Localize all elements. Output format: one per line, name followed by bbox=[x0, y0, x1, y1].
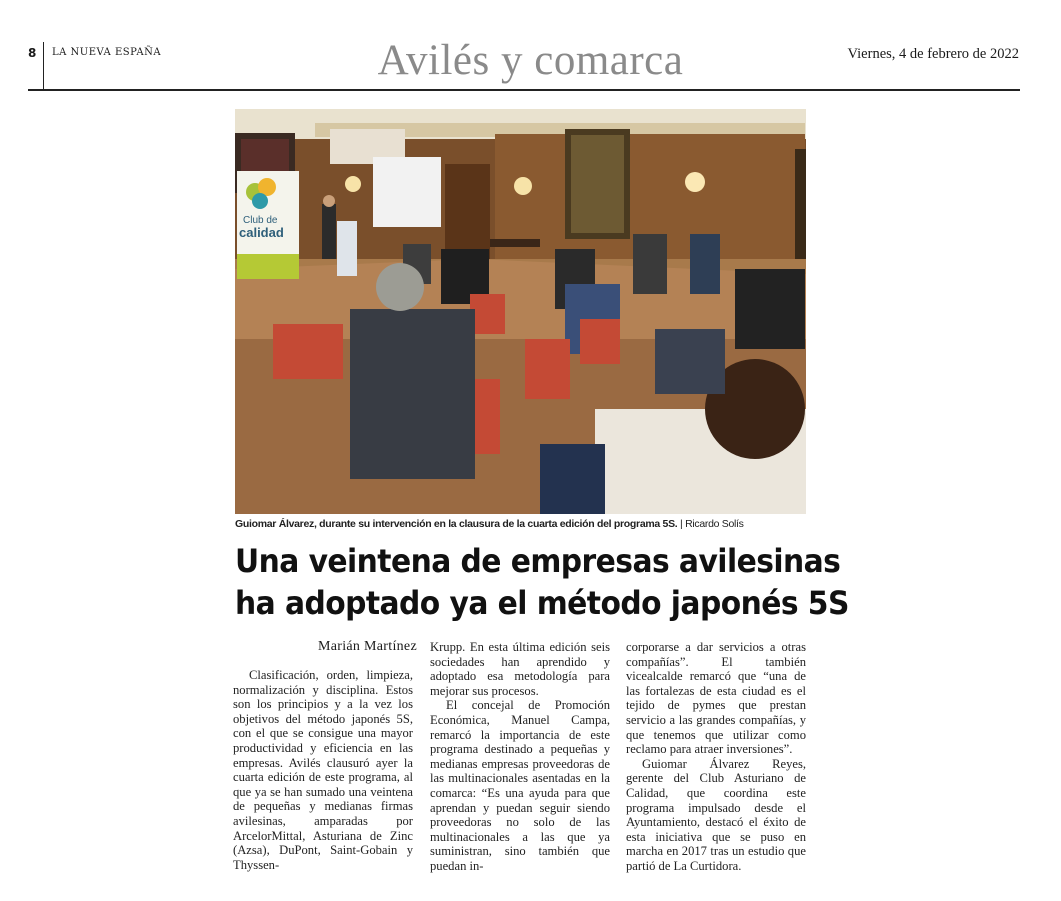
article-photo bbox=[235, 109, 806, 514]
headline-line-1: Una veintena de empresas avilesinas bbox=[235, 542, 841, 580]
page-number: 8 bbox=[28, 46, 37, 60]
paragraph: Krupp. En esta última edición seis sociedades han aprendido y adoptado esa metodología para mejorar sus procesos. bbox=[430, 640, 610, 698]
issue-date: Viernes, 4 de febrero de 2022 bbox=[847, 46, 1019, 62]
paragraph: corporarse a dar servicios a otras compañías”. El también vicealcalde remarcó que “una de las fortalezas de esta ciudad es el tejido de pymes que prestan servicio a las grandes compañías, y que tenemos que utilizar como reclamo para atraer inversiones”. bbox=[626, 640, 806, 757]
newspaper-name: LA NUEVA ESPAÑA bbox=[52, 47, 162, 58]
banner-text-line1: Club de bbox=[243, 215, 278, 226]
section-title: Avilés y comarca bbox=[377, 37, 684, 84]
headline-line-2: ha adoptado ya el método japonés 5S bbox=[235, 584, 849, 622]
header-rule bbox=[28, 89, 1020, 91]
paragraph: Guiomar Álvarez Reyes, gerente del Club Asturiano de Calidad, que coordina este programa impulsado desde el Ayuntamiento, destacó el éxito de esta iniciativa que se puso en marcha en 2017 tras un estudio que partió de La Curtidora. bbox=[626, 756, 806, 873]
paragraph: El concejal de Promoción Económica, Manuel Campa, remarcó la importancia de este programa destinado a pequeñas y medianas empresas proveedoras de las multinacionales asentadas en la comarca: “Es una ayuda para que aprendan y puedan seguir siendo proveedoras no solo de las multinacionales a las que ya suministran, sino también que puedan in- bbox=[430, 698, 610, 873]
caption-text: Guiomar Álvarez, durante su intervención en la clausura de la cuarta edición del programa 5S. bbox=[235, 518, 678, 530]
author-byline: Marián Martínez bbox=[318, 639, 417, 654]
article-column-3 bbox=[626, 640, 806, 874]
article-column-2 bbox=[430, 640, 610, 874]
banner-text-line2: calidad bbox=[239, 225, 284, 240]
article-headline bbox=[235, 540, 849, 624]
photo-credit: | Ricardo Solís bbox=[677, 518, 744, 530]
photo-caption bbox=[235, 518, 806, 530]
page-header bbox=[0, 0, 1061, 92]
article-column-1 bbox=[233, 668, 413, 872]
paragraph: Clasificación, orden, limpieza, normalización y disciplina. Estos son los principios y a la vez los objetivos del método japonés 5S, con el que se consigue una mayor productividad y eficiencia en las empresas. Avilés clausuró ayer la cuarta edición de este programa, al que ya se han sumado una veintena de pequeñas y medianas firmas avilesinas, amparadas por ArcelorMittal, Asturiana de Zinc (Azsa), DuPont, Saint-Gobain y Thyssen- bbox=[233, 668, 413, 872]
